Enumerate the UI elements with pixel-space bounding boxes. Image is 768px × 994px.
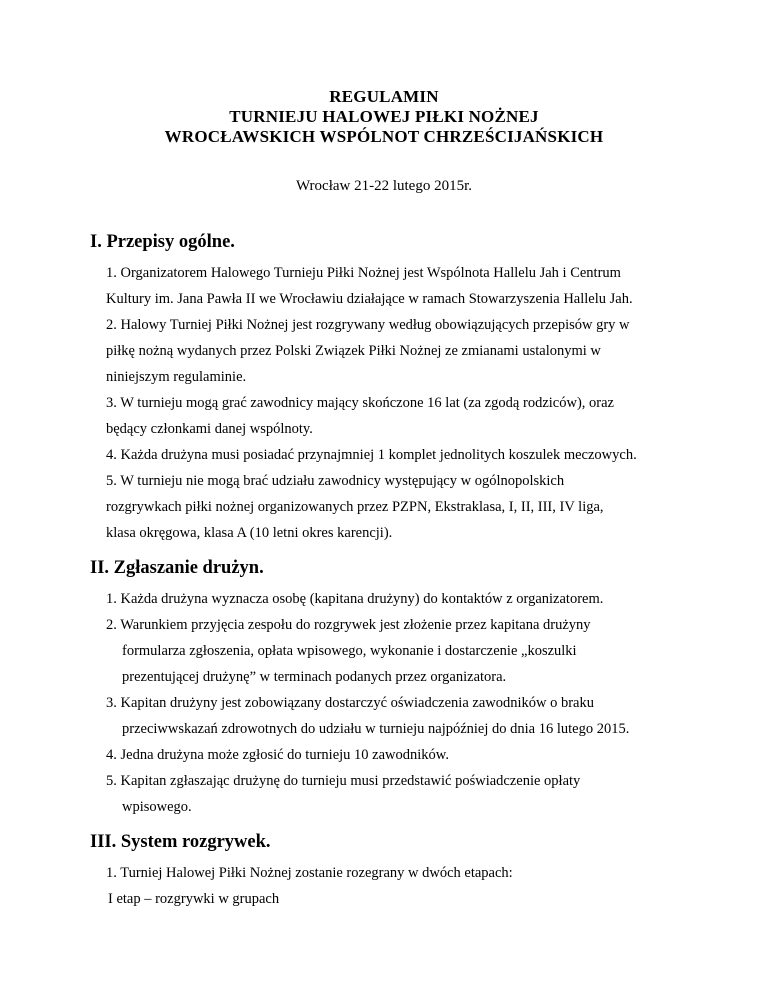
paragraph-line: Kultury im. Jana Pawła II we Wrocławiu działające w ramach Stowarzyszenia Hallelu Jah. bbox=[106, 291, 633, 307]
paragraph-line: formularza zgłoszenia, opłata wpisowego, wykonanie i dostarczenie „koszulki bbox=[122, 643, 577, 659]
paragraph-line: rozgrywkach piłki nożnej organizowanych przez PZPN, Ekstraklasa, I, II, III, IV liga, bbox=[106, 499, 604, 515]
paragraph-line: prezentującej drużynę” w terminach podanych przez organizatora. bbox=[122, 669, 507, 685]
section-heading: III. System rozgrywek. bbox=[90, 832, 271, 852]
paragraph-line: wpisowego. bbox=[122, 799, 192, 815]
section-przepisy-ogolne bbox=[90, 231, 710, 546]
paragraph-line: 3. W turnieju mogą grać zawodnicy mający skończone 16 lat (za zgodą rodziców), oraz bbox=[106, 395, 614, 411]
paragraph-line: 3. Kapitan drużyny jest zobowiązany dostarczyć oświadczenia zawodników o braku bbox=[106, 695, 594, 711]
paragraph-line: 4. Każda drużyna musi posiadać przynajmniej 1 komplet jednolitych koszulek meczowych. bbox=[106, 447, 637, 463]
paragraph-line: będący członkami danej wspólnoty. bbox=[106, 421, 313, 437]
paragraph-line: klasa okręgowa, klasa A (10 letni okres karencji). bbox=[106, 525, 393, 541]
title-line-1: REGULAMIN bbox=[329, 87, 439, 106]
paragraph-line: 1. Turniej Halowej Piłki Nożnej zostanie rozegrany w dwóch etapach: bbox=[106, 865, 513, 881]
paragraph-line: 4. Jedna drużyna może zgłosić do turnieju 10 zawodników. bbox=[106, 747, 449, 763]
paragraph-line: niniejszym regulaminie. bbox=[106, 369, 247, 385]
section-system-rozgrywek bbox=[90, 831, 710, 912]
paragraph-line: 5. W turnieju nie mogą brać udziału zawodnicy występujący w ogólnopolskich bbox=[106, 473, 565, 489]
section-heading: II. Zgłaszanie drużyn. bbox=[90, 558, 264, 578]
section-heading: I. Przepisy ogólne. bbox=[90, 232, 235, 252]
title-line-3: WROCŁAWSKICH WSPÓLNOT CHRZEŚCIJAŃSKICH bbox=[164, 127, 604, 146]
paragraph-line: przeciwwskazań zdrowotnych do udziału w turnieju najpóźniej do dnia 16 lutego 2015. bbox=[122, 721, 630, 737]
paragraph-line: piłkę nożną wydanych przez Polski Związek Piłki Nożnej ze zmianami ustalonymi w bbox=[106, 343, 601, 359]
paragraph-line: 2. Warunkiem przyjęcia zespołu do rozgrywek jest złożenie przez kapitana drużyny bbox=[106, 617, 591, 633]
paragraph-line: 1. Każda drużyna wyznacza osobę (kapitana drużyny) do kontaktów z organizatorem. bbox=[106, 591, 604, 607]
document-title bbox=[0, 87, 768, 147]
paragraph-line: 2. Halowy Turniej Piłki Nożnej jest rozgrywany według obowiązujących przepisów gry w bbox=[106, 317, 630, 333]
paragraph-line: 5. Kapitan zgłaszając drużynę do turnieju musi przedstawić poświadczenie opłaty bbox=[106, 773, 581, 789]
title-line-2: TURNIEJU HALOWEJ PIŁKI NOŻNEJ bbox=[229, 107, 539, 126]
paragraph-line: I etap – rozgrywki w grupach bbox=[108, 891, 280, 907]
section-zglaszanie-druzyn bbox=[90, 557, 710, 820]
paragraph-line: 1. Organizatorem Halowego Turnieju Piłki Nożnej jest Wspólnota Hallelu Jah i Centrum bbox=[106, 265, 621, 281]
document-subtitle: Wrocław 21-22 lutego 2015r. bbox=[295, 178, 473, 194]
